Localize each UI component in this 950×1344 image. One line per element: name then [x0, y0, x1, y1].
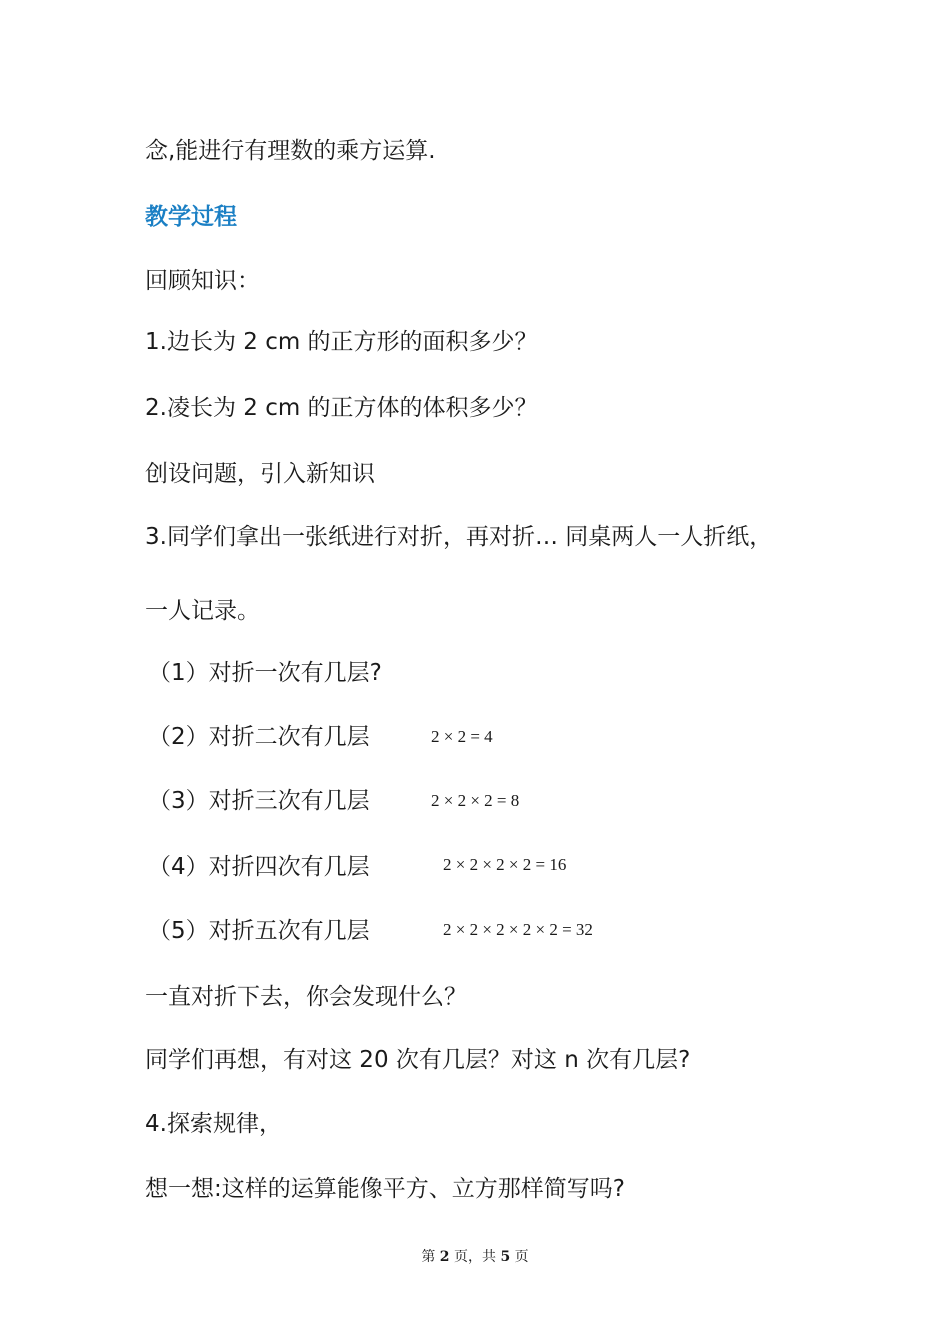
fold-question-3: （3）对折三次有几层 — [148, 788, 370, 814]
footer-middle: 页，共 — [449, 1249, 501, 1265]
footer-page-number: 2 — [439, 1249, 450, 1265]
paragraph-line: 同学们再想，有对这 20 次有几层？对这 n 次有几层? — [145, 1047, 691, 1073]
paragraph-line: 3.同学们拿出一张纸进行对折，再对折… 同桌两人一人折纸， — [145, 524, 773, 550]
fold-question-5: （5）对折五次有几层 — [148, 918, 370, 944]
paragraph-line: 念,能进行有理数的乘方运算. — [145, 138, 436, 164]
paragraph-line: 想一想:这样的运算能像平方、立方那样简写吗? — [145, 1176, 625, 1202]
paragraph-line: 一人记录。 — [145, 598, 260, 624]
paragraph-line: 创设问题，引入新知识 — [145, 461, 375, 487]
fold-question-1: （1）对折一次有几层? — [148, 660, 382, 686]
page-footer — [0, 1247, 950, 1267]
formula-5: 2 × 2 × 2 × 2 × 2 = 32 — [443, 920, 593, 939]
section-heading: 教学过程 — [145, 204, 237, 230]
formula-2: 2 × 2 = 4 — [431, 727, 493, 746]
question-line: 2.凌长为 2 cm 的正方体的体积多少？ — [145, 395, 538, 421]
fold-question-4: （4）对折四次有几层 — [148, 854, 370, 880]
footer-total-pages: 5 — [500, 1249, 511, 1265]
paragraph-line: 一直对折下去，你会发现什么？ — [145, 984, 467, 1010]
formula-4: 2 × 2 × 2 × 2 = 16 — [443, 855, 567, 874]
footer-prefix: 第 — [421, 1249, 440, 1265]
paragraph-line: 回顾知识： — [145, 268, 260, 294]
paragraph-line: 4.探索规律， — [145, 1111, 282, 1137]
fold-question-2: （2）对折二次有几层 — [148, 724, 370, 750]
footer-suffix: 页 — [510, 1249, 529, 1265]
question-line: 1.边长为 2 cm 的正方形的面积多少？ — [145, 329, 538, 355]
formula-3: 2 × 2 × 2 = 8 — [431, 791, 520, 810]
